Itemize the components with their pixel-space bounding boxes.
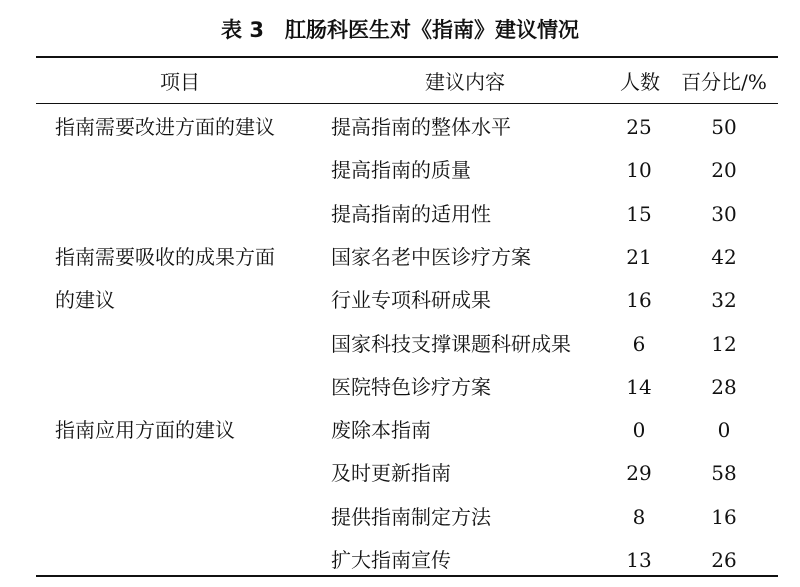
row-count: 16 xyxy=(626,288,652,312)
row-percent: 12 xyxy=(711,332,737,356)
header-count: 人数 xyxy=(620,70,660,94)
header-item: 项目 xyxy=(160,70,200,94)
row-percent: 30 xyxy=(711,202,737,226)
row-content: 废除本指南 xyxy=(331,418,431,442)
header-rule xyxy=(36,103,778,104)
category-label: 的建议 xyxy=(55,288,115,312)
row-count: 8 xyxy=(632,505,646,529)
row-count: 15 xyxy=(626,202,652,226)
row-percent: 28 xyxy=(711,375,737,399)
row-percent: 42 xyxy=(711,245,737,269)
category-label: 指南应用方面的建议 xyxy=(55,418,235,442)
row-percent: 20 xyxy=(711,158,737,182)
row-count: 25 xyxy=(626,115,652,139)
category-label: 指南需要改进方面的建议 xyxy=(55,115,275,139)
header-percent: 百分比/% xyxy=(681,70,767,94)
bottom-rule xyxy=(36,575,778,577)
header-content: 建议内容 xyxy=(425,70,505,94)
row-content: 国家科技支撑课题科研成果 xyxy=(331,332,571,356)
row-percent: 26 xyxy=(711,548,737,572)
row-count: 13 xyxy=(626,548,652,572)
row-content: 提供指南制定方法 xyxy=(331,505,491,529)
row-percent: 0 xyxy=(717,418,731,442)
table-caption: 表 3 肛肠科医生对《指南》建议情况 xyxy=(221,18,579,42)
row-content: 扩大指南宣传 xyxy=(331,548,451,572)
row-content: 医院特色诊疗方案 xyxy=(331,375,491,399)
category-label: 指南需要吸收的成果方面 xyxy=(55,245,275,269)
row-content: 提高指南的整体水平 xyxy=(331,115,511,139)
row-count: 21 xyxy=(626,245,652,269)
row-count: 29 xyxy=(626,461,652,485)
row-count: 10 xyxy=(626,158,652,182)
row-percent: 58 xyxy=(711,461,737,485)
row-count: 6 xyxy=(632,332,646,356)
row-content: 提高指南的适用性 xyxy=(331,202,491,226)
row-percent: 50 xyxy=(711,115,737,139)
row-content: 及时更新指南 xyxy=(331,461,451,485)
row-content: 国家名老中医诊疗方案 xyxy=(331,245,531,269)
row-percent: 32 xyxy=(711,288,737,312)
row-content: 提高指南的质量 xyxy=(331,158,471,182)
row-count: 0 xyxy=(632,418,646,442)
row-content: 行业专项科研成果 xyxy=(331,288,491,312)
row-count: 14 xyxy=(626,375,652,399)
row-percent: 16 xyxy=(711,505,737,529)
top-rule xyxy=(36,56,778,58)
